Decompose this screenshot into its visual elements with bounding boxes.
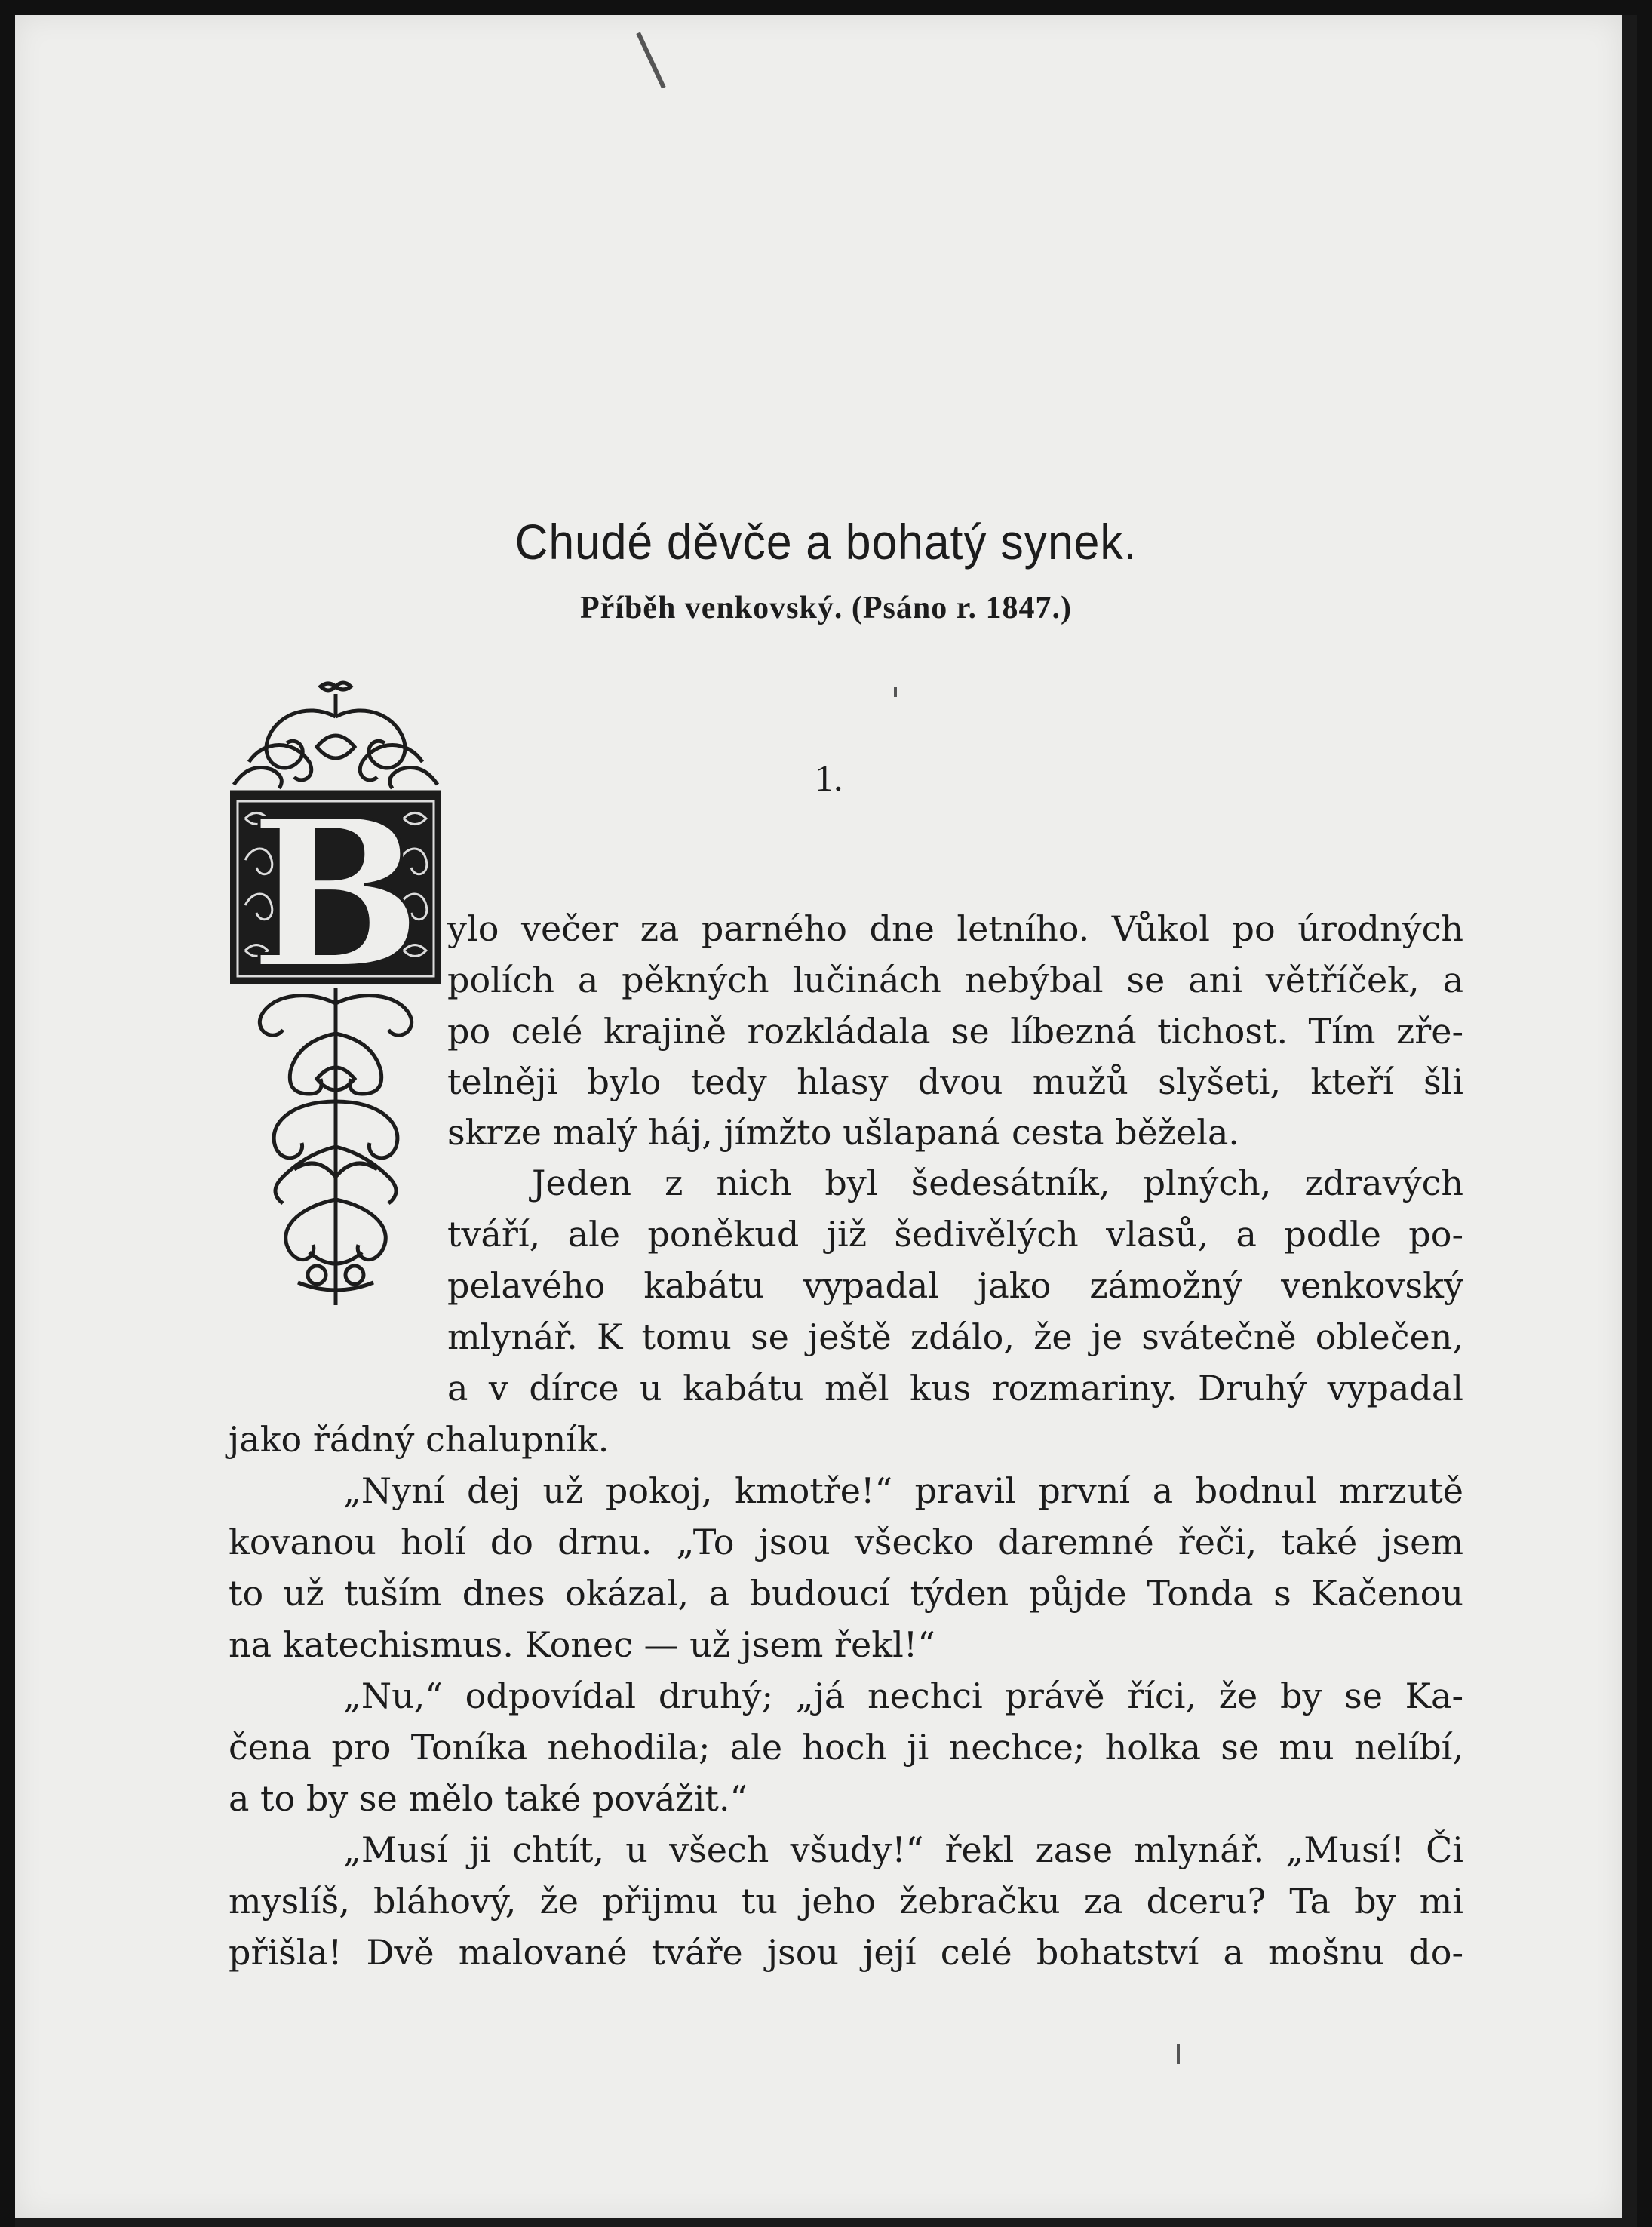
story-subtitle: Příběh venkovský. (Psáno r. 1847.) (579, 591, 1072, 625)
paragraph-line: to už tuším dnes okázal, a budoucí týden půjde Tonda s Kačenou (229, 1573, 1463, 1614)
paragraph-line: tváří, ale poněkud již šedivělých vlasů, a podle po- (447, 1214, 1463, 1255)
paragraph-line: jako řádný chalupník. (229, 1419, 610, 1460)
paragraph-line: mlynář. K tomu se ještě zdálo, že je svátečně oblečen, (447, 1316, 1463, 1357)
scan-left-edge (0, 0, 15, 2227)
scan-top-edge (0, 0, 1652, 15)
scan-speck (1177, 2044, 1180, 2064)
paragraph-line: čena pro Toníka nehodila; ale hoch ji nechce; holka se mu nelíbí, (229, 1727, 1463, 1768)
story-title: Chudé děvče a bohatý synek. (514, 514, 1138, 570)
paragraph-line: skrze malý háj, jímžto ušlapaná cesta běžela. (447, 1112, 1240, 1153)
paragraph-line: ylo večer za parného dne letního. Vůkol po úrodných (447, 908, 1463, 949)
paragraph-line: přišla! Dvě malované tváře jsou její celé bohatství a mošnu do- (229, 1932, 1463, 1973)
paragraph-line: kovanou holí do drnu. „To jsou všecko daremné řeči, také jsem (229, 1522, 1463, 1562)
paragraph-line: polích a pěkných lučinách nebýbal se ani větříček, a (447, 960, 1463, 1000)
paragraph-line: „Musí ji chtít, u všech všudy!“ řekl zase mlynář. „Musí! Či (343, 1829, 1463, 1870)
scan-right-edge (1637, 0, 1652, 2227)
paragraph-line: po celé krajině rozkládala se líbezná tichost. Tím zře- (447, 1011, 1463, 1052)
ornamental-drop-cap (226, 679, 445, 1358)
bottom-flourish-ornament (259, 988, 411, 1305)
paragraph-line: telněji bylo tedy hlasy dvou mužů slyšeti, kteří šli (447, 1061, 1463, 1102)
drop-cap-letter: B (249, 774, 422, 1014)
paragraph-line: na katechismus. Konec — už jsem řekl!“ (229, 1624, 935, 1665)
paragraph-line: pelavého kabátu vypadal jako zámožný venkovský (447, 1265, 1463, 1306)
paragraph-line: a to by se mělo také povážit.“ (229, 1778, 748, 1819)
paragraph-line: „Nyní dej už pokoj, kmotře!“ pravil první a bodnul mrzutě (343, 1470, 1463, 1511)
paragraph-line: „Nu,“ odpovídal druhý; „já nechci právě říci, že by se Ka- (343, 1676, 1463, 1716)
chapter-number: 1. (815, 757, 843, 799)
paragraph-line: myslíš, bláhový, že přijmu tu jeho žebračku za dceru? Ta by mi (229, 1881, 1463, 1921)
scan-speck (894, 687, 897, 697)
paragraph-line: Jeden z nich byl šedesátník, plných, zdravých (532, 1163, 1463, 1203)
paragraph-line: a v dírce u kabátu měl kus rozmariny. Druhý vypadal (447, 1368, 1463, 1408)
